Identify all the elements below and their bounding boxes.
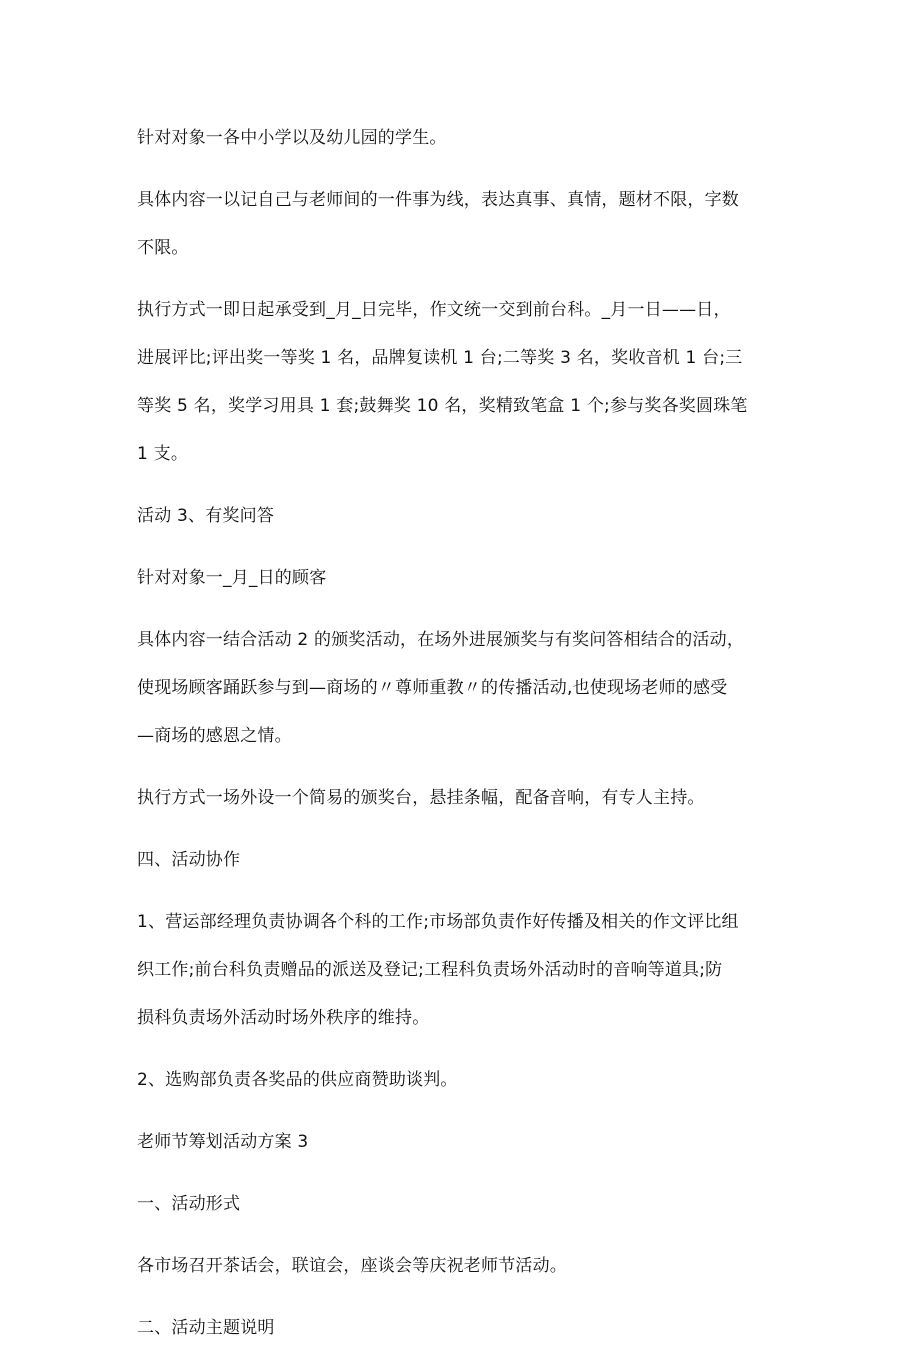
text-line: 执行方式一即日起承受到_月_日完毕，作文统一交到前台科。_月一日——日， (137, 300, 731, 320)
text-line: 进展评比;评出奖一等奖 1 名，品牌复读机 1 台;二等奖 3 名，奖收音机 1 台;三 (137, 348, 743, 368)
text-line: 具体内容一结合活动 2 的颁奖活动，在场外进展颁奖与有奖问答相结合的活动， (137, 630, 745, 650)
text-line: 二、活动主题说明 (137, 1318, 275, 1338)
text-line: 等奖 5 名，奖学习用具 1 套;鼓舞奖 10 名，奖精致笔盒 1 个;参与奖各奖圆珠笔 (137, 396, 748, 416)
paragraph-coordination-2 (137, 1056, 787, 1104)
text-line: 损科负责场外活动时场外秩序的维持。 (137, 1008, 430, 1028)
text-line: 2、选购部负责各奖品的供应商赞助谈判。 (137, 1070, 458, 1090)
text-line: —商场的感恩之情。 (137, 726, 292, 746)
text-line: 四、活动协作 (137, 850, 241, 870)
text-line: 老师节筹划活动方案 3 (137, 1132, 309, 1152)
paragraph-execution-awards (137, 286, 787, 478)
text-line: 针对对象一_月_日的顾客 (137, 568, 327, 588)
text-line: 织工作;前台科负责赠品的派送及登记;工程科负责场外活动时的音响等道具;防 (137, 960, 723, 980)
heading-section-4 (137, 836, 787, 884)
heading-theme-description (137, 1304, 787, 1352)
text-line: 1、营运部经理负责协调各个科的工作;市场部负责作好传播及相关的作文评比组 (137, 912, 739, 932)
text-line: 使现场顾客踊跃参与到—商场的〃尊师重教〃的传播活动,也使现场老师的感受 (137, 678, 728, 698)
text-line: 活动 3、有奖问答 (137, 506, 275, 526)
heading-activity-3 (137, 492, 787, 540)
text-line: 一、活动形式 (137, 1194, 241, 1214)
paragraph-coordination-1 (137, 898, 787, 1042)
paragraph-content-essay (137, 176, 787, 272)
text-line: 具体内容一以记自己与老师间的一件事为线，表达真事、真情，题材不限，字数 (137, 190, 739, 210)
text-line: 1 支。 (137, 444, 189, 464)
text-line: 针对对象一各中小学以及幼儿园的学生。 (137, 128, 447, 148)
text-line: 执行方式一场外设一个简易的颁奖台，悬挂条幅，配备音响，有专人主持。 (137, 788, 705, 808)
paragraph-activity-form (137, 1242, 787, 1290)
text-line: 各市场召开茶话会，联谊会，座谈会等庆祝老师节活动。 (137, 1256, 567, 1276)
paragraph-target-customers (137, 554, 787, 602)
heading-plan-3 (137, 1118, 787, 1166)
text-line: 不限。 (137, 238, 189, 258)
paragraph-content-quiz (137, 616, 787, 760)
paragraph-execution-stage (137, 774, 787, 822)
document-body (137, 114, 787, 1366)
paragraph-target-students (137, 114, 787, 162)
heading-activity-form (137, 1180, 787, 1228)
